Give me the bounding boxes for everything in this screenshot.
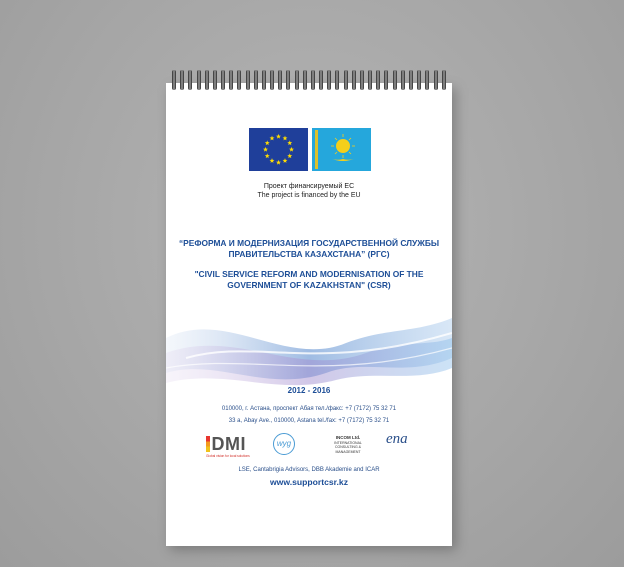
- dmi-logo: [206, 434, 246, 455]
- eu-star-icon: [283, 136, 288, 141]
- spiral-coil: [221, 70, 225, 90]
- spiral-coil: [197, 70, 201, 90]
- spiral-coil: [295, 70, 299, 90]
- title-russian: [166, 238, 452, 259]
- eu-star-icon: [283, 158, 288, 163]
- spiral-coil: [417, 70, 421, 90]
- incom-logo: [324, 436, 372, 454]
- eu-star-icon: [263, 147, 268, 152]
- eu-star-icon: [270, 158, 275, 163]
- spiral-coil: [368, 70, 372, 90]
- address-english: 33 а, Abay Ave., 010000, Astana tel./fax: +7 (7172) 75 32 71: [228, 418, 390, 424]
- eu-star-icon: [276, 160, 281, 165]
- spiral-coil: [172, 70, 176, 90]
- project-text-en: The project is financed by the EU: [257, 192, 361, 199]
- spiral-coil: [425, 70, 429, 90]
- booklet-cover: [166, 83, 452, 546]
- wyg-logo: wyg: [273, 433, 295, 455]
- spiral-coil: [319, 70, 323, 90]
- kazakhstan-flag-icon: [312, 128, 371, 171]
- blue-swoosh-graphic: [166, 298, 452, 398]
- title-english: [166, 269, 452, 290]
- spiral-coil: [409, 70, 413, 90]
- spiral-coil: [434, 70, 438, 90]
- address-russian: 010000, г. Астана, проспект Абая тел./факс: +7 (7172) 75 32 71: [221, 406, 397, 412]
- spiral-coil: [213, 70, 217, 90]
- spiral-coil: [327, 70, 331, 90]
- spiral-coil: [246, 70, 250, 90]
- spiral-coil: [205, 70, 209, 90]
- project-years: 2012 - 2016: [287, 386, 331, 395]
- spiral-coil: [303, 70, 307, 90]
- spiral-coil: [278, 70, 282, 90]
- eu-star-icon: [265, 153, 270, 158]
- eu-flag-icon: [249, 128, 308, 171]
- spiral-coil: [376, 70, 380, 90]
- dmi-tagline: Global vision for local solutions: [206, 454, 250, 458]
- eu-star-icon: [276, 134, 281, 139]
- flags-row: [249, 128, 371, 171]
- spiral-coil: [180, 70, 184, 90]
- partner-logos: [166, 430, 452, 462]
- eu-star-icon: [287, 140, 292, 145]
- eu-star-icon: [287, 153, 292, 158]
- title-en-line2: GOVERNMENT OF KAZAKHSTAN" (CSR): [227, 279, 391, 290]
- spiral-coil: [352, 70, 356, 90]
- spiral-coil: [237, 70, 241, 90]
- partners-text: LSE, Cantabrigia Advisors, DBB Akademie and ICAR: [238, 467, 380, 473]
- spiral-coil: [254, 70, 258, 90]
- spiral-coil: [401, 70, 405, 90]
- title-ru-line2: ПРАВИТЕЛЬСТВА КАЗАХСТАНА” (РГС): [228, 248, 390, 259]
- spiral-coil: [335, 70, 339, 90]
- eu-star-icon: [289, 147, 294, 152]
- title-ru-line1: “РЕФОРМА И МОДЕРНИЗАЦИЯ ГОСУДАРСТВЕННОЙ СЛУЖБЫ: [178, 238, 440, 248]
- ena-logo: ena: [386, 431, 408, 447]
- spiral-coil: [384, 70, 388, 90]
- dmi-logo-text: DMI: [211, 434, 247, 454]
- spiral-coil: [270, 70, 274, 90]
- spiral-coil: [344, 70, 348, 90]
- website-url: www.supportcsr.kz: [270, 477, 348, 487]
- spiral-coil: [229, 70, 233, 90]
- project-text-ru: Проект финансируемый ЕС: [263, 183, 355, 190]
- spiral-coil: [262, 70, 266, 90]
- spiral-coil: [393, 70, 397, 90]
- project-financing-text: [166, 182, 452, 200]
- title-en-line1: "CIVIL SERVICE REFORM AND MODERNISATION OF THE: [194, 269, 424, 279]
- eu-star-icon: [270, 136, 275, 141]
- incom-name: INCOM Ltd.: [335, 435, 361, 440]
- spiral-coil: [360, 70, 364, 90]
- eu-star-icon: [265, 140, 270, 145]
- spiral-coil: [442, 70, 446, 90]
- spiral-coil: [311, 70, 315, 90]
- spiral-binding: [166, 70, 452, 92]
- incom-subtitle: INTERNATIONAL CONSULTING & MANAGEMENT: [334, 440, 362, 454]
- spiral-coil: [286, 70, 290, 90]
- spiral-coil: [188, 70, 192, 90]
